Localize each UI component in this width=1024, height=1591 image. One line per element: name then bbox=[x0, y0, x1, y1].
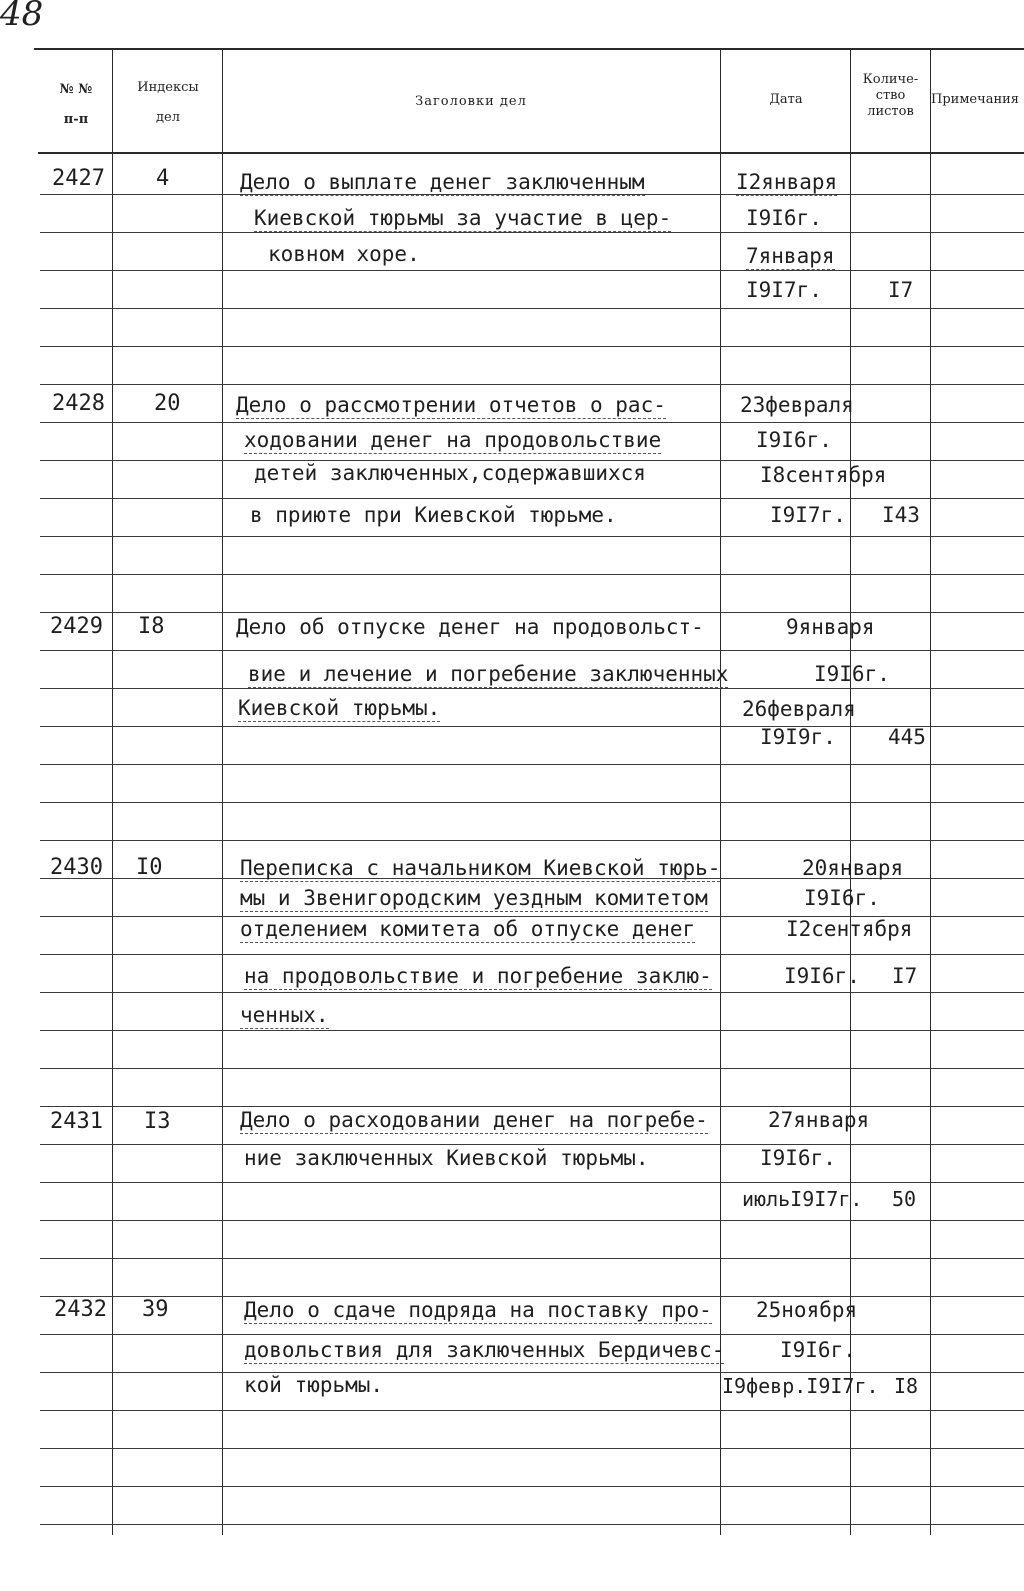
record-sheets: I7 bbox=[888, 278, 914, 302]
record-title-line: ние заключенных Киевской тюрьмы. bbox=[244, 1146, 649, 1170]
record-date-line: I9I6г. bbox=[760, 1146, 836, 1170]
row-rule bbox=[40, 650, 1024, 651]
record-date-line: 20января bbox=[802, 856, 904, 880]
row-rule bbox=[40, 308, 1024, 309]
record-num: 2427 bbox=[52, 166, 105, 191]
record-title-line: Дело о сдаче подряда на поставку про- bbox=[244, 1298, 712, 1322]
row-rule bbox=[40, 612, 1024, 613]
record-title-line: на продовольствие и погребение заклю- bbox=[244, 964, 712, 988]
record-date-line: 26февраля bbox=[742, 697, 856, 721]
header-count-line1: Количе- bbox=[862, 72, 919, 87]
record-title-line: Дело о выплате денег заключенным bbox=[240, 170, 645, 194]
header-title: Заголовки дел bbox=[415, 94, 527, 109]
header-index-line1: Индексы bbox=[137, 80, 199, 95]
record-date-line: 27января bbox=[768, 1108, 870, 1132]
column-line-1 bbox=[112, 50, 113, 1535]
record-title-line: ходовании денег на продовольствие bbox=[244, 428, 662, 452]
record-title-line: мы и Звенигородским уездным комитетом bbox=[240, 886, 708, 910]
row-rule bbox=[40, 1258, 1024, 1259]
record-title-line: ковном хоре. bbox=[268, 242, 420, 266]
record-title-line: Киевской тюрьмы. bbox=[238, 696, 441, 720]
record-num: 2428 bbox=[52, 391, 105, 416]
row-rule bbox=[40, 1524, 1024, 1525]
column-line-5 bbox=[930, 50, 931, 1535]
row-rule bbox=[40, 536, 1024, 537]
row-rule bbox=[40, 688, 1024, 689]
record-title-line: Дело о расходовании денег на погребе- bbox=[240, 1108, 708, 1132]
row-rule bbox=[40, 992, 1024, 993]
row-rule bbox=[40, 574, 1024, 575]
record-title-line: вие и лечение и погребение заключенных bbox=[248, 662, 729, 686]
row-rule bbox=[40, 1296, 1024, 1297]
record-date-line: июльI9I7г. bbox=[742, 1187, 863, 1211]
row-rule bbox=[40, 1068, 1024, 1069]
row-rule bbox=[40, 1410, 1024, 1411]
header-bottom-rule bbox=[38, 152, 1024, 154]
header-notes: Примечания bbox=[931, 92, 1020, 107]
record-date-line: I8сентября bbox=[760, 463, 887, 487]
record-sheets: 445 bbox=[888, 725, 926, 749]
record-title-line: отделением комитета об отпуске денег bbox=[240, 917, 696, 941]
record-index: 39 bbox=[142, 1297, 169, 1322]
record-date-line: I9I6г. bbox=[756, 428, 832, 452]
header-count-line2: ство bbox=[875, 88, 906, 103]
record-title-line: Дело об отпуске денег на продовольст- bbox=[236, 615, 704, 639]
record-index: I8 bbox=[138, 614, 165, 639]
record-title-line: Дело о рассмотрении отчетов о рас- bbox=[236, 393, 666, 417]
column-line-3 bbox=[720, 50, 721, 1535]
record-sheets: I43 bbox=[882, 503, 920, 527]
row-rule bbox=[40, 1030, 1024, 1031]
header-index bbox=[114, 80, 222, 126]
record-sheets: I8 bbox=[894, 1374, 919, 1398]
row-rule bbox=[40, 1220, 1024, 1221]
record-index: 20 bbox=[154, 391, 181, 416]
row-rule bbox=[40, 422, 1024, 423]
record-title-line: ченных. bbox=[240, 1003, 329, 1027]
header-count bbox=[851, 72, 930, 120]
row-rule bbox=[40, 1486, 1024, 1487]
record-title-line: в приюте при Киевской тюрьме. bbox=[250, 503, 617, 527]
table-top-rule bbox=[34, 48, 1024, 50]
record-title-line: Переписка с начальником Киевской тюрь- bbox=[240, 856, 721, 880]
record-num: 2429 bbox=[50, 614, 103, 639]
record-date-line: 7января bbox=[746, 244, 835, 268]
row-rule bbox=[40, 270, 1024, 271]
record-title-line: довольствия для заключенных Бердичевс- bbox=[244, 1338, 725, 1362]
record-index: I0 bbox=[136, 855, 163, 880]
record-date-line: I2сентября bbox=[786, 917, 913, 941]
record-date-line: I9I7г. bbox=[770, 503, 846, 527]
record-date-line: 25ноября bbox=[756, 1298, 858, 1322]
row-rule bbox=[40, 802, 1024, 803]
row-rule bbox=[40, 1144, 1024, 1145]
header-date: Дата bbox=[769, 92, 803, 107]
row-rule bbox=[40, 954, 1024, 955]
record-title-line: Киевской тюрьмы за участие в цер- bbox=[254, 206, 672, 230]
row-rule bbox=[40, 346, 1024, 347]
row-rule bbox=[40, 764, 1024, 765]
record-date-line: I9I6г. bbox=[746, 206, 822, 230]
row-rule bbox=[40, 232, 1024, 233]
row-rule bbox=[40, 726, 1024, 727]
record-date-line: I9I6г. bbox=[780, 1338, 856, 1362]
header-num-line2: п-п bbox=[63, 112, 89, 127]
record-date-line: I9I6г. bbox=[784, 964, 860, 988]
record-date-line: 9января bbox=[786, 615, 875, 639]
header-index-line2: дел bbox=[156, 110, 180, 125]
row-rule bbox=[40, 1106, 1024, 1107]
row-rule bbox=[40, 1182, 1024, 1183]
record-date-line: I9I6г. bbox=[804, 886, 880, 910]
record-index: 4 bbox=[156, 166, 170, 191]
row-rule bbox=[40, 384, 1024, 385]
header-count-line3: листов bbox=[867, 104, 914, 119]
row-rule bbox=[40, 1448, 1024, 1449]
header-num-line1: № № bbox=[59, 82, 93, 97]
record-sheets: 50 bbox=[892, 1187, 917, 1211]
page-number: 48 bbox=[0, 0, 44, 34]
record-date-line: I9I6г. bbox=[814, 662, 890, 686]
record-num: 2432 bbox=[54, 1297, 107, 1322]
record-index: I3 bbox=[144, 1109, 171, 1134]
record-num: 2431 bbox=[50, 1109, 103, 1134]
record-date-line: I9февр.I9I7г. bbox=[722, 1374, 879, 1398]
column-line-2 bbox=[222, 50, 223, 1535]
record-title-line: кой тюрьмы. bbox=[244, 1373, 384, 1397]
record-date-line: I2января bbox=[736, 170, 838, 194]
row-rule bbox=[40, 1334, 1024, 1335]
record-sheets: I7 bbox=[892, 964, 918, 988]
row-rule bbox=[40, 840, 1024, 841]
record-date-line: 23февраля bbox=[740, 393, 854, 417]
record-date-line: I9I7г. bbox=[746, 278, 822, 302]
header-num bbox=[40, 82, 112, 128]
row-rule bbox=[40, 1372, 1024, 1373]
row-rule bbox=[40, 498, 1024, 499]
record-title-line: детей заключенных,содержавшихся bbox=[254, 461, 646, 485]
record-num: 2430 bbox=[50, 855, 103, 880]
record-date-line: I9I9г. bbox=[760, 725, 836, 749]
